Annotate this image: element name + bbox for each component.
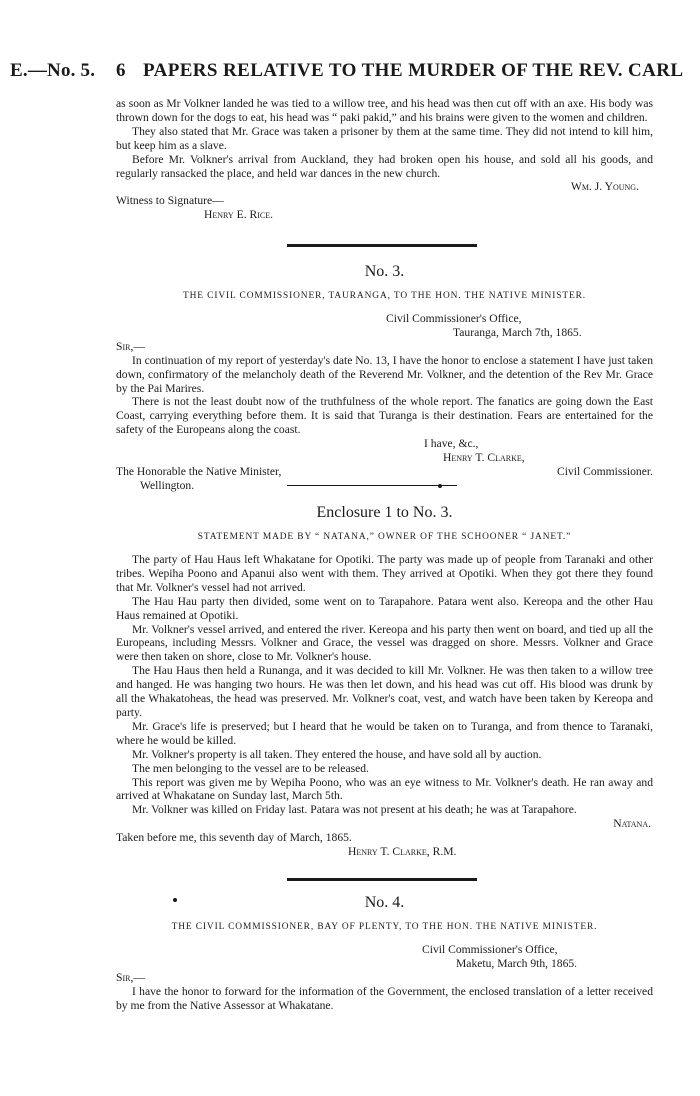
letter-paragraph: There is not the least doubt now of the truthfulness of the whole report. The fanatics are going down the East Coast, carrying everything before them. It is said that Turanga is their destination. Fears are entertained for the safety of the Europeans along the coast. — [116, 395, 653, 437]
running-title: PAPERS RELATIVE TO THE MURDER OF THE REV. CARL — [143, 60, 684, 81]
section-subheading: STATEMENT MADE BY “ NATANA,” OWNER OF THE SCHOONER “ JANET.” — [197, 532, 572, 542]
statement-paragraph: Mr. Volkner's property is all taken. They entered the house, and have sold all by auction. — [132, 747, 542, 761]
no3-section — [116, 262, 653, 493]
statement-paragraph: Mr. Volkner was killed on Friday last. Patara was not present at his death; he was at Tarapahore. — [132, 803, 577, 817]
page-number: 6 — [116, 60, 126, 81]
series-number: E.—No. 5. — [10, 60, 96, 81]
signer: Henry T. Clarke, — [443, 451, 525, 465]
salutation: Sir,— — [116, 339, 145, 353]
addressee-row — [116, 465, 653, 479]
witness-name: Henry E. Rice. — [204, 208, 274, 222]
statement-paragraph: The Hau Hau party then divided, some went on to Tarapahore. Patara went also. Kereopa and the other Hau Haus remained at Opotiki. — [116, 594, 653, 622]
section-subheading: THE CIVIL COMMISSIONER, BAY OF PLENTY, TO THE HON. THE NATIVE MINISTER. — [171, 922, 598, 932]
witness-label: Witness to Signature— — [116, 194, 224, 208]
closing: I have, &c., — [424, 437, 479, 451]
statement-paragraph: The party of Hau Haus left Whakatane for Opotiki. The party was made up of people from Taranaki and other tribes. Wepiha Poono and Apanui also went with them. They arrived at Opotiki. When they got there they found that Mr. Volkner's vessel had not arrived. — [116, 553, 653, 594]
salutation: Sir,— — [116, 970, 145, 984]
office-line: Civil Commissioner's Office, — [422, 943, 558, 956]
signature: Natana. — [613, 817, 651, 831]
intro-paragraph: Before Mr. Volkner's arrival from Auckland, they had broken open his house, and sold all his goods, and regularly ransacked the place, and held war dances in the new church. — [116, 152, 653, 180]
statement-paragraph: This report was given me by Wepiha Poono, who was an eye witness to Mr. Volkner's death. He ran away and arrived at Whakatane on Sunday last, March 5th. — [116, 775, 653, 803]
statement-paragraph: The Hau Haus then held a Runanga, and it was decided to kill Mr. Volkner. He was then taken to a willow tree and hanged. He was hanging two hours. He was then let down, and his head was cut off. His blood was drunk by all the Whakatoheas, the head was preserved. Mr. Volkner's coat, vest, and watch have been taken by Kereopa and party. — [116, 664, 653, 719]
no4-section — [116, 893, 653, 1013]
enclosure-section — [116, 503, 653, 859]
taken-before-line: Taken before me, this seventh day of March, 1865. — [116, 831, 352, 845]
section-heading: No. 4. — [364, 894, 405, 911]
intro-paragraph: They also stated that Mr. Grace was taken a prisoner by them at the same time. They did not intend to kill him, but keep him as a slave. — [116, 124, 653, 152]
letter-paragraph: In continuation of my report of yesterday's date No. 13, I have the honor to enclose a statement I have just taken down, confirmatory of the melancholy death of the Reverend Mr. Volkner, and the detention of the Rev Mr. Grace by the Pai Marires. — [116, 353, 653, 395]
ornament-dot — [438, 484, 442, 488]
addressee: The Honorable the Native Minister, — [116, 464, 282, 478]
page-header — [0, 56, 700, 86]
statement-paragraph: Mr. Volkner's vessel arrived, and entered the river. Kereopa and his party then went on board, and tied up all the Europeans, including Messrs. Volkner and Grace, the vessel was dragged on shore. Messrs. Volkner and Grace were then taken on shore, close to Mr. Volkner's house. — [116, 622, 653, 664]
section-divider — [287, 485, 457, 486]
addressee-place: Wellington. — [140, 478, 195, 492]
section-divider — [287, 878, 477, 881]
intro-section — [116, 97, 653, 222]
statement-paragraph: The men belonging to the vessel are to be released. — [132, 761, 369, 775]
section-divider — [287, 244, 477, 247]
section-heading: Enclosure 1 to No. 3. — [316, 504, 453, 521]
office-line: Civil Commissioner's Office, — [386, 312, 522, 325]
date-line: Tauranga, March 7th, 1865. — [453, 325, 582, 339]
rm-signature: Henry T. Clarke, R.M. — [348, 845, 457, 859]
section-subheading: THE CIVIL COMMISSIONER, TAURANGA, TO THE HON. THE NATIVE MINISTER. — [183, 291, 586, 301]
signature: Wm. J. Young. — [570, 180, 639, 194]
intro-paragraph: as soon as Mr Volkner landed he was tied to a willow tree, and his head was then cut off with an axe. His body was thrown down for the dogs to eat, his head was “ paki pakid,” and his brains were given to the women and children. — [116, 97, 653, 124]
section-heading: No. 3. — [364, 263, 405, 280]
letter-paragraph: I have the honor to forward for the information of the Government, the enclosed translation of a letter received by me from the Native Assessor at Whakatane. — [116, 984, 653, 1012]
signer-title: Civil Commissioner. — [557, 464, 653, 478]
statement-paragraph: Mr. Grace's life is preserved; but I heard that he would be taken on to Turanga, and from thence to Taranaki, where he would be killed. — [116, 719, 653, 747]
date-line: Maketu, March 9th, 1865. — [456, 956, 578, 970]
